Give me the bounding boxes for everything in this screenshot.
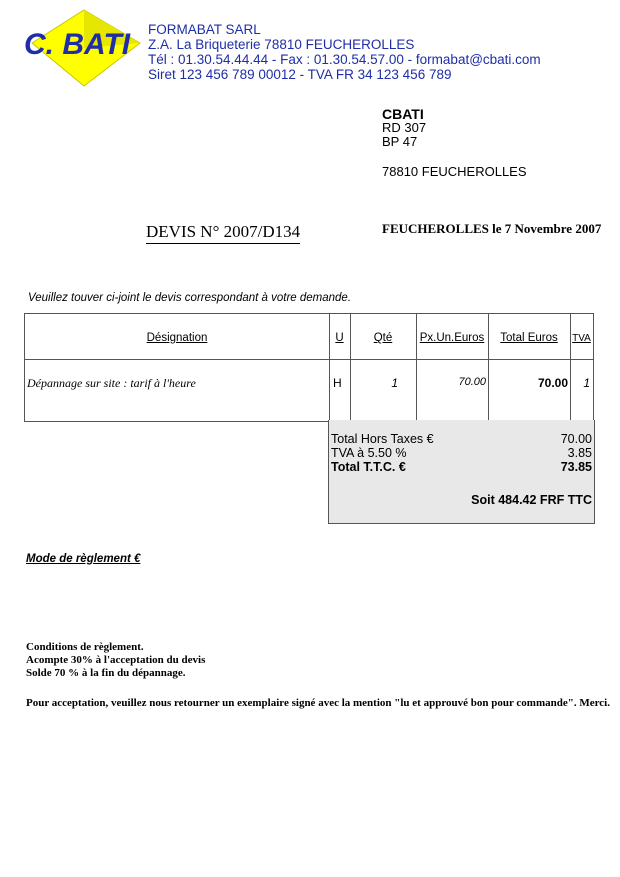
company-contact: Tél : 01.30.54.44.44 - Fax : 01.30.54.57.00 - formabat@cbati.com xyxy=(148,52,541,67)
total-ttc-row xyxy=(331,460,592,474)
header-unit-price: Px.Un.Euros xyxy=(419,332,485,344)
payment-mode: Mode de règlement € xyxy=(26,553,141,565)
column-divider xyxy=(329,314,330,421)
payment-conditions xyxy=(26,641,205,680)
row-qty: 1 xyxy=(391,376,398,390)
header-unit: U xyxy=(335,332,344,344)
intro-text: Veuillez touver ci-joint le devis correspondant à votre demande. xyxy=(28,292,352,304)
header-total: Total Euros xyxy=(500,332,558,344)
company-siret: Siret 123 456 789 00012 - TVA FR 34 123 456 789 xyxy=(148,67,452,82)
company-logo xyxy=(22,8,142,88)
row-unit-price: 70.00 xyxy=(458,376,486,388)
row-tva: 1 xyxy=(583,376,590,390)
acceptance-note: Pour acceptation, veuillez nous retourner un exemplaire signé avec la mention "lu et approuvé bon pour commande". Merci. xyxy=(26,697,610,709)
tva-label: TVA à 5.50 % xyxy=(331,446,407,460)
row-designation: Dépannage sur site : tarif à l'heure xyxy=(27,376,196,390)
column-divider xyxy=(416,314,417,421)
recipient-city: 78810 FEUCHEROLLES xyxy=(382,164,527,179)
total-ttc-value: 73.85 xyxy=(560,460,592,474)
logo-text: C. BATI xyxy=(24,28,131,61)
column-divider xyxy=(350,314,351,421)
company-name: FORMABAT SARL xyxy=(148,22,261,37)
total-ht-label: Total Hors Taxes € xyxy=(331,432,434,446)
total-ht-row xyxy=(331,432,592,446)
column-divider xyxy=(488,314,489,421)
recipient-block xyxy=(382,107,527,179)
conditions-line1: Acompte 30% à l'acceptation du devis xyxy=(26,654,206,666)
tva-row xyxy=(331,446,592,460)
company-address: Z.A. La Briqueterie 78810 FEUCHEROLLES xyxy=(148,37,415,52)
header-tva: TVA xyxy=(572,333,591,344)
date-line: FEUCHEROLLES le 7 Novembre 2007 xyxy=(382,221,602,236)
totals-box xyxy=(328,420,595,524)
recipient-name: CBATI xyxy=(382,106,424,122)
column-divider xyxy=(570,314,571,421)
recipient-line2: BP 47 xyxy=(382,134,418,149)
header-designation: Désignation xyxy=(146,332,208,344)
frf-total xyxy=(331,493,592,507)
frf-total-text: Soit 484.42 FRF TTC xyxy=(471,493,592,507)
conditions-title: Conditions de règlement. xyxy=(26,641,144,653)
recipient-line1: RD 307 xyxy=(382,120,427,135)
tva-value: 3.85 xyxy=(567,446,592,460)
row-total: 70.00 xyxy=(537,376,568,390)
quote-table xyxy=(24,313,594,422)
row-unit: H xyxy=(333,376,342,390)
devis-title: DEVIS N° 2007/D134 xyxy=(146,222,300,244)
conditions-line2: Solde 70 % à la fin du dépannage. xyxy=(26,667,186,679)
header-qty: Qté xyxy=(373,332,393,344)
total-ttc-label: Total T.T.C. € xyxy=(331,460,406,474)
company-info xyxy=(148,22,541,82)
total-ht-value: 70.00 xyxy=(560,432,592,446)
